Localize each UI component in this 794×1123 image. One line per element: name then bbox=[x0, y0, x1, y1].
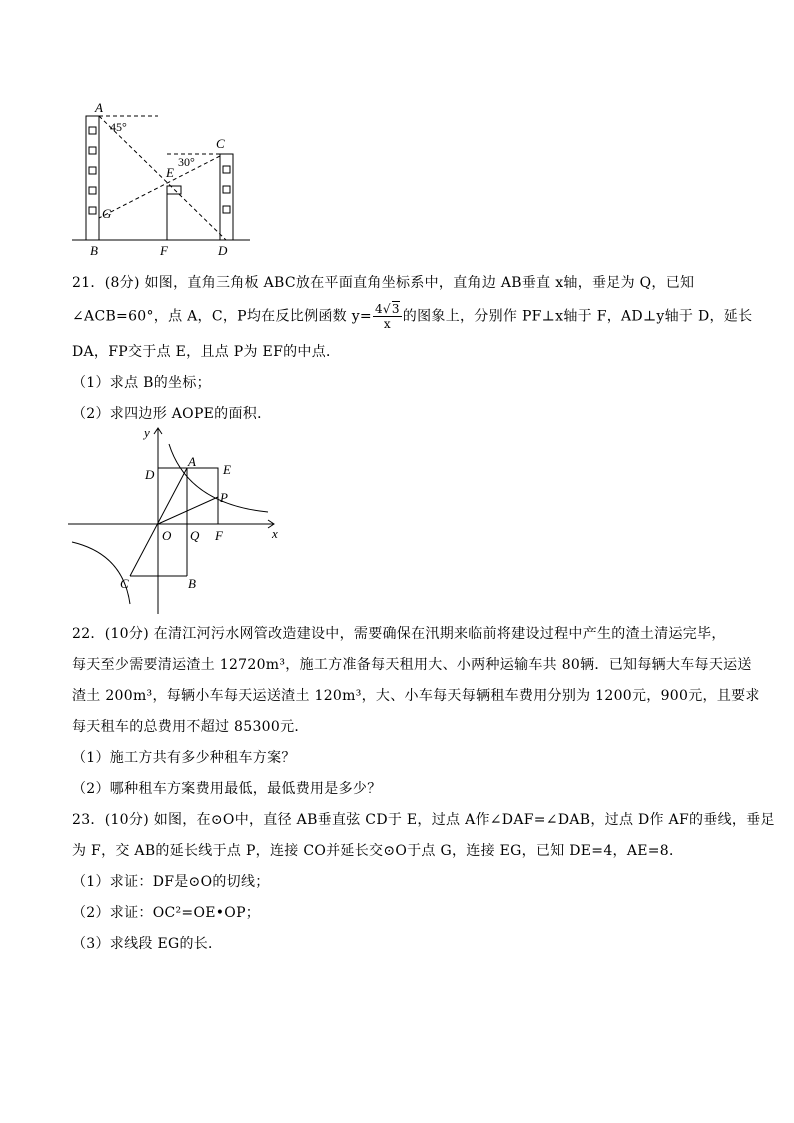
hyperbola-branch-2 bbox=[72, 542, 130, 604]
q23-line1: 23．(10分) 如图，在⊙O中，直径 AB垂直弦 CD于 E，过点 A作∠DAF=∠DAB，过点 D作 AF的垂线，垂足 bbox=[72, 812, 775, 828]
label-a: A bbox=[188, 454, 196, 469]
q22-line3: 渣土 200m³，每辆小车每天运送渣土 120m³，大、小车每天每辆租车费用分别为 1200元，900元，且要求 bbox=[72, 688, 760, 704]
sign-box bbox=[167, 186, 181, 194]
frac-coef: 4 bbox=[374, 302, 383, 316]
label-c: C bbox=[120, 576, 129, 591]
q23-sub2: （2）求证：OC²=OE•OP； bbox=[72, 905, 261, 921]
label-c: C bbox=[216, 136, 225, 151]
left-building-windows bbox=[89, 127, 96, 214]
frac-denominator: x bbox=[383, 317, 391, 331]
coordinate-figure bbox=[68, 424, 288, 616]
label-g: G bbox=[102, 206, 112, 221]
label-o: O bbox=[162, 528, 172, 543]
label-x: x bbox=[272, 526, 278, 541]
label-y: y bbox=[144, 425, 150, 440]
building-cd bbox=[220, 154, 233, 240]
angle-label-45: 45° bbox=[110, 120, 127, 134]
label-p: P bbox=[220, 490, 228, 505]
q22-line4: 每天租车的总费用不超过 85300元． bbox=[72, 719, 309, 735]
label-b: B bbox=[188, 576, 196, 591]
rectangle-daef bbox=[158, 468, 218, 524]
line-op bbox=[158, 497, 218, 524]
label-b: B bbox=[90, 243, 98, 258]
label-d: D bbox=[218, 243, 228, 258]
q21-line2-post: 的图象上，分别作 PF⊥x轴于 F，AD⊥y轴于 D，延长 bbox=[402, 308, 753, 325]
line-ad bbox=[99, 116, 226, 240]
q22-line2: 每天至少需要清运渣土 12720m³，施工方准备每天租用大、小两种运输车共 80辆．已知每辆大车每天运送 bbox=[72, 657, 752, 673]
q21-line2-pre: ∠ACB=60°，点 A，C，P均在反比例函数 y= bbox=[72, 308, 372, 325]
line-cg bbox=[99, 156, 220, 218]
buildings-figure bbox=[66, 100, 256, 260]
label-a: A bbox=[95, 100, 103, 115]
q23-sub3: （3）求线段 EG的长． bbox=[72, 936, 223, 952]
building-ab bbox=[86, 116, 99, 240]
label-q: Q bbox=[190, 528, 200, 543]
label-e: E bbox=[166, 165, 174, 180]
function-fraction: $\frac{4√3}{x}$ bbox=[374, 302, 400, 331]
q21-sub1: （1）求点 B的坐标； bbox=[72, 375, 211, 391]
angle-label-30: 30° bbox=[178, 155, 195, 169]
q23-line2: 为 F，交 AB的延长线于点 P，连接 CO并延长交⊙O于点 G，连接 EG，已知 DE=4，AE=8． bbox=[72, 843, 684, 859]
frac-radicand: 3 bbox=[391, 302, 400, 316]
q23-sub1: （1）求证：DF是⊙O的切线； bbox=[72, 874, 270, 890]
q21-sub2: （2）求四边形 AOPE的面积． bbox=[72, 406, 272, 422]
q22-line1: 22．(10分) 在清江河污水网管改造建设中，需要确保在汛期来临前将建设过程中产生的渣土清运完毕， bbox=[72, 626, 726, 642]
q22-sub1: （1）施工方共有多少种租车方案？ bbox=[72, 750, 296, 766]
label-f: F bbox=[160, 243, 168, 258]
label-f: F bbox=[215, 528, 223, 543]
q21-line1: 21．(8分) 如图，直角三角板 ABC放在平面直角坐标系中，直角边 AB垂直 x轴，垂足为 Q，已知 bbox=[72, 275, 695, 291]
right-building-windows bbox=[223, 166, 230, 213]
q21-line3: DA，FP交于点 E，且点 P为 EF的中点． bbox=[72, 344, 341, 360]
label-e: E bbox=[223, 462, 231, 477]
label-d: D bbox=[145, 467, 155, 482]
q22-sub2: （2）哪种租车方案费用最低，最低费用是多少？ bbox=[72, 781, 382, 797]
q21-line2 bbox=[72, 302, 752, 331]
